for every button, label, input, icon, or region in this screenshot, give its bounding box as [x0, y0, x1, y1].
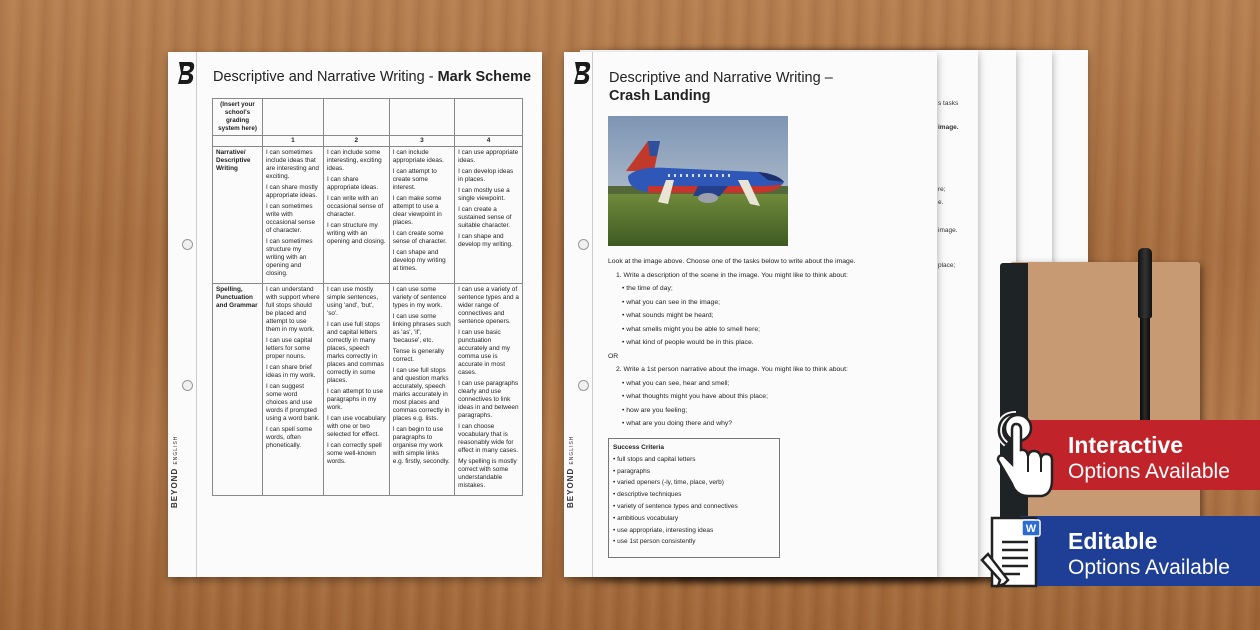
level-header: 1 [263, 136, 324, 147]
level-header: 4 [455, 136, 523, 147]
criteria-cell: I can use appropriate ideas. I can develop ideas in places. I can mostly use a single viewpoint. I can create a sustained sense of suitable character. I can shape and develop my writing. [455, 147, 523, 284]
page-margin [592, 52, 593, 577]
touch-hand-icon [994, 410, 1058, 502]
criteria-cell: I can sometimes include ideas that are interesting and exciting. I can share mostly appropriate ideas. I can sometimes write with occasional sense of character. I can sometimes structure my writing with an opening and closing. [263, 147, 324, 284]
page-title: Descriptive and Narrative Writing – Crash Landing [609, 70, 833, 104]
beyond-logo-icon [572, 60, 592, 86]
list-item: • what you can see in the image; [622, 298, 720, 306]
list-item: • what thoughts might you have about this place; [622, 393, 768, 400]
task-sheet [564, 52, 937, 577]
or-label: OR [608, 352, 619, 360]
back-sheet-text: place; [938, 262, 956, 269]
table-row [213, 147, 523, 284]
brand-label: BEYOND ENGLISH [566, 435, 575, 508]
list-item: • what are you doing there and why? [622, 420, 733, 427]
punch-hole [182, 239, 193, 250]
page-margin [196, 52, 197, 577]
list-item: • varied openers (-ly, time, place, verb) [613, 479, 724, 487]
success-criteria-title: Success Criteria [613, 444, 664, 451]
list-item: • what you can see, hear and smell; [622, 379, 730, 387]
success-criteria-box [608, 438, 780, 558]
list-item: • full stops and capital letters [613, 455, 696, 463]
mark-scheme-sheet [168, 52, 542, 577]
document-edit-icon [978, 514, 1054, 594]
list-item: • paragraphs [613, 467, 650, 475]
beyond-logo-icon [176, 60, 196, 86]
back-sheet-text: s tasks [938, 100, 959, 107]
criteria-cell: I can use mostly simple sentences, using 'and', 'but', 'so'. I can use full stops and capital letters correctly in many places, speech marks correctly in places and commas correctly in some places. I can attempt to use paragraphs in my work. I can use vocabulary with one or two selected for effect. I can correctly spell some well-known words. [323, 284, 389, 496]
punch-hole [578, 239, 589, 250]
row-heading: Narrative/ Descriptive Writing [213, 147, 263, 284]
back-sheet-text: e. [938, 199, 944, 206]
list-item: • what kind of people would be in this place. [622, 339, 754, 346]
pen-cap [1138, 248, 1152, 318]
list-item: • ambitious vocabulary [613, 514, 679, 522]
editable-banner[interactable] [1020, 516, 1260, 586]
interactive-title: Interactive [1068, 432, 1184, 458]
criteria-cell: I can use a variety of sentence types and a wider range of connectives and sentence openers. I can use basic punctuation accurately and my comma use is accurate in most cases. I can use paragraphs clearly and use connectives to link ideas in and between paragraphs. I can choose vocabulary that is reasonably wide for effect in many cases. My spelling is mostly correct with some understandable mistakes. [455, 284, 523, 496]
plane-photo [608, 116, 788, 246]
task-instructions [608, 255, 938, 431]
brand-label: BEYOND ENGLISH [170, 435, 179, 508]
page-title: Descriptive and Narrative Writing - Mark Scheme [213, 69, 532, 85]
list-item: • variety of sentence types and connectives [613, 502, 738, 510]
list-item: • how are you feeling; [622, 406, 688, 414]
table-row [213, 284, 523, 496]
list-item: • descriptive techniques [613, 491, 682, 499]
grading-header: (Insert your school's grading system here) [213, 99, 263, 136]
task-one: 1. Write a description of the scene in the image. You might like to think about: [616, 271, 848, 279]
list-item: • the time of day; [622, 285, 673, 292]
back-sheet-text: image. [938, 124, 959, 131]
level-header: 3 [389, 136, 454, 147]
list-item: • use 1st person consistently [613, 538, 696, 546]
interactive-subtitle: Options Available [1068, 460, 1230, 483]
criteria-cell: I can include some interesting, exciting ideas. I can share appropriate ideas. I can write with an occasional sense of character. I can structure my writing with an opening and closing. [323, 147, 389, 284]
back-sheet-text: image. [938, 227, 958, 234]
plane-image [608, 116, 788, 246]
row-heading: Spelling, Punctuation and Grammar [213, 284, 263, 496]
mark-scheme-table [212, 98, 523, 496]
criteria-cell: I can understand with support where full stops should be placed and attempt to use them in my work. I can use capital letters for some proper nouns. I can share brief ideas in my work. I can suggest some word choices and use words if prompted using a word bank. I can spell some words, often phonetically. [263, 284, 324, 496]
list-item: • what sounds might be heard; [622, 312, 714, 319]
editable-subtitle: Options Available [1068, 556, 1230, 579]
criteria-cell: I can include appropriate ideas. I can attempt to create some interest. I can make some attempt to use a clear viewpoint in places. I can create some sense of character. I can shape and develop my writing at times. [389, 147, 454, 284]
task-two: 2. Write a 1st person narrative about the image. You might like to think about: [616, 366, 848, 373]
svg-text:W: W [1025, 523, 1037, 535]
punch-hole [578, 380, 589, 391]
level-header: 2 [323, 136, 389, 147]
intro-text: Look at the image above. Choose one of the tasks below to write about the image. [608, 258, 856, 265]
criteria-cell: I can use some variety of sentence types in my work. I can use some linking phrases such as 'as', 'if', 'because', etc. Tense is generally correct. I can use full stops and question marks accurately, speech marks accurately in most places and commas correctly in places e.g. lists. I can begin to use paragraphs to organise my work with simple links e.g. firstly, secondly. [389, 284, 454, 496]
list-item: • what smells might you be able to smell here; [622, 325, 761, 333]
list-item: • use appropriate, interesting ideas [613, 526, 714, 534]
editable-title: Editable [1068, 528, 1158, 554]
back-sheet-text: re; [938, 186, 946, 193]
punch-hole [182, 380, 193, 391]
